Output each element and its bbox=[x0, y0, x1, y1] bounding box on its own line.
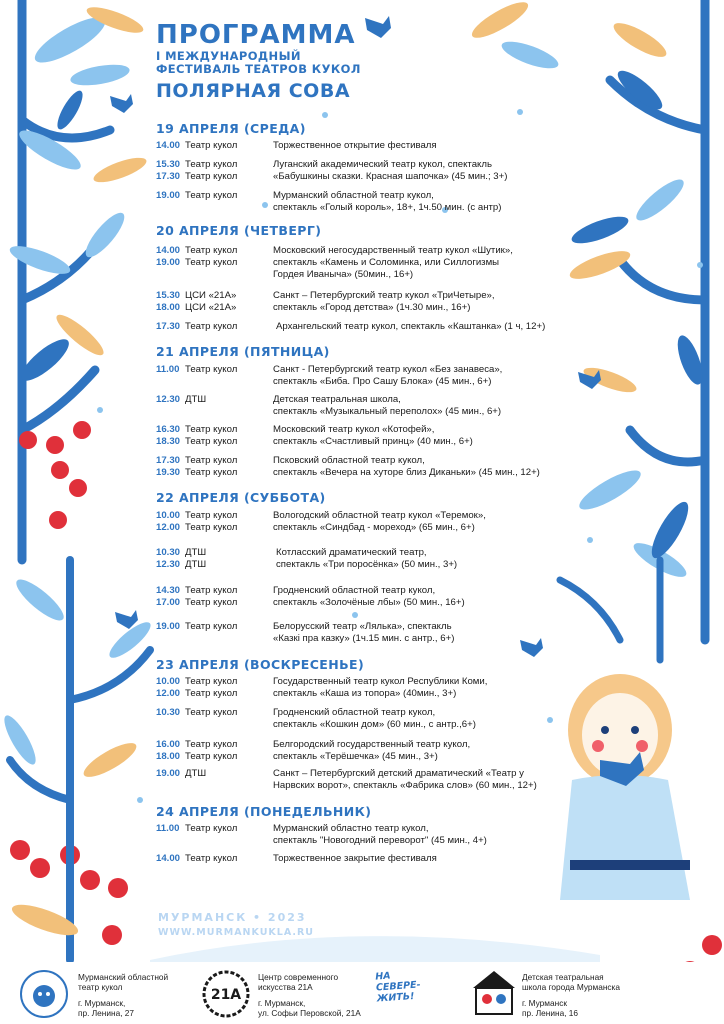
event-description: спектакль «Кошкин дом» (60 мин., с антр.,6+) bbox=[273, 719, 476, 730]
day-heading: 23 АПРЕЛЯ (ВОСКРЕСЕНЬЕ) bbox=[156, 657, 365, 672]
subtitle-line-1: I МЕЖДУНАРОДНЫЙ bbox=[156, 49, 301, 63]
org2-name: искусства 21А bbox=[258, 982, 313, 992]
event-description: спектакль «Вечера на хуторе близ Диканьки» (45 мин., 12+) bbox=[273, 467, 540, 478]
event-description: Московский негосударственный театр кукол «Шутик», bbox=[273, 245, 513, 256]
event-venue: Театр кукол bbox=[185, 424, 238, 435]
event-venue: Театр кукол bbox=[185, 739, 238, 750]
org1-info bbox=[78, 972, 168, 1018]
event-time: 10.00 bbox=[156, 676, 181, 687]
event-description: Котласский драматический театр, bbox=[276, 547, 427, 558]
org3-address: г. Мурманск bbox=[522, 998, 567, 1008]
event-description: Нарвских ворот», спектакль «Фабрика слов» (60 мин., 12+) bbox=[273, 780, 537, 791]
slogan-line: ЖИТЬ! bbox=[376, 990, 415, 1005]
event-description: спектакль «Терёшечка» (45 мин., 3+) bbox=[273, 751, 438, 762]
day-heading: 24 АПРЕЛЯ (ПОНЕДЕЛЬНИК) bbox=[156, 804, 372, 819]
event-venue: Театр кукол bbox=[185, 171, 238, 182]
footer-partners bbox=[0, 962, 724, 1024]
event-time: 12.00 bbox=[156, 688, 181, 699]
event-venue: Театр кукол bbox=[185, 688, 238, 699]
event-description: спектакль «Каша из топора» (40мин., 3+) bbox=[273, 688, 457, 699]
event-time: 18.00 bbox=[156, 751, 181, 762]
schedule-item bbox=[156, 707, 606, 733]
event-time: 14.00 bbox=[156, 853, 181, 864]
event-venue: ДТШ bbox=[185, 768, 207, 779]
org1-address: г. Мурманск, bbox=[78, 998, 126, 1008]
event-description: Санкт – Петербургский театр кукол «ТриЧетырe», bbox=[273, 290, 495, 301]
page-title: ПРОГРАММА bbox=[156, 20, 356, 50]
org3-address: пр. Ленина, 16 bbox=[522, 1008, 579, 1018]
org2-address: ул. Софьи Перовской, 21А bbox=[258, 1008, 361, 1018]
subtitle-line-2: ФЕСТИВАЛЬ ТЕАТРОВ КУКОЛ bbox=[156, 62, 361, 76]
org2-address: г. Мурманск, bbox=[258, 998, 306, 1008]
schedule-item bbox=[156, 290, 606, 316]
event-description: Гродненский областной театр кукол, bbox=[273, 585, 436, 596]
puppet-theatre-logo-icon bbox=[16, 968, 72, 1020]
event-description: Белорусский театр «Лялька», спектакль bbox=[273, 621, 452, 632]
event-venue: Театр кукол bbox=[185, 585, 238, 596]
schedule-item bbox=[156, 768, 606, 794]
event-description: Псковский областной театр кукол, bbox=[273, 455, 425, 466]
event-time: 19.00 bbox=[156, 768, 181, 779]
schedule-item bbox=[156, 140, 606, 154]
event-venue: Театр кукол bbox=[185, 159, 238, 170]
event-description: спектакль «Счастливый принц» (40 мин., 6+) bbox=[273, 436, 473, 447]
city-year: МУРМАНСК • 2023 bbox=[158, 911, 307, 924]
event-time: 19.00 bbox=[156, 190, 181, 201]
event-time: 15.30 bbox=[156, 290, 181, 301]
schedule-item bbox=[156, 621, 606, 647]
event-description: Торжественное закрытие фестиваля bbox=[273, 853, 437, 864]
event-venue: Театр кукол bbox=[185, 522, 238, 533]
slogan-line: НА bbox=[374, 970, 391, 983]
event-time: 10.30 bbox=[156, 547, 181, 558]
event-description: Вологодский областной театр кукол «Теремок», bbox=[273, 510, 486, 521]
event-time: 17.30 bbox=[156, 321, 181, 332]
event-venue: Театр кукол bbox=[185, 510, 238, 521]
event-description: спектакль "Новогодний переворот" (45 мин., 4+) bbox=[273, 835, 487, 846]
event-time: 18.00 bbox=[156, 302, 181, 313]
event-time: 16.30 bbox=[156, 424, 181, 435]
event-venue: Театр кукол bbox=[185, 245, 238, 256]
event-description: Мурманский областно театр кукол, bbox=[273, 823, 429, 834]
poster-title-block bbox=[156, 20, 361, 104]
event-venue: Театр кукол bbox=[185, 823, 238, 834]
event-description: Торжественное открытие фестиваля bbox=[273, 140, 437, 151]
event-venue: Театр кукол bbox=[185, 853, 238, 864]
event-venue: Театр кукол bbox=[185, 455, 238, 466]
event-venue: ЦСИ «21А» bbox=[185, 302, 237, 313]
event-time: 11.00 bbox=[156, 364, 180, 375]
schedule-item bbox=[156, 585, 606, 611]
day-heading: 20 АПРЕЛЯ (ЧЕТВЕРГ) bbox=[156, 223, 322, 238]
event-time: 17.00 bbox=[156, 597, 181, 608]
event-description: Мурманский областной театр кукол, bbox=[273, 190, 434, 201]
event-venue: Театр кукол bbox=[185, 140, 238, 151]
event-description: Санкт – Петербургский детский драматический «Театр у bbox=[273, 768, 524, 779]
event-time: 12.30 bbox=[156, 394, 181, 405]
event-venue: Театр кукол bbox=[185, 364, 238, 375]
event-venue: Театр кукол bbox=[185, 467, 238, 478]
schedule-item bbox=[156, 739, 606, 765]
org3-info bbox=[522, 972, 620, 1018]
event-time: 10.30 bbox=[156, 707, 181, 718]
org2-name: Центр современного bbox=[258, 972, 339, 982]
event-description: спектакль «Музыкальный переполох» (45 мин., 6+) bbox=[273, 406, 502, 417]
event-description: Детская театральная школа, bbox=[273, 394, 401, 405]
event-description: Санкт - Петербургский театр кукол «Без занавеса», bbox=[273, 364, 503, 375]
festival-name: ПОЛЯРНАЯ СОВА bbox=[156, 80, 351, 102]
event-description: спектакль «Три поросёнка» (50 мин., 3+) bbox=[276, 559, 458, 570]
schedule-item bbox=[156, 394, 606, 420]
schedule-item bbox=[156, 853, 606, 867]
org3-name: Детская театральная bbox=[522, 972, 604, 982]
event-venue: Театр кукол bbox=[185, 597, 238, 608]
schedule-item bbox=[156, 510, 606, 536]
event-description: спектакль «Синдбад - мореход» (65 мин., 6+) bbox=[273, 522, 475, 533]
website-link[interactable]: WWW.MURMANKUKLA.RU bbox=[158, 927, 315, 938]
event-venue: ДТШ bbox=[185, 547, 207, 558]
schedule-item bbox=[156, 455, 606, 481]
event-time: 11.00 bbox=[156, 823, 180, 834]
event-venue: Театр кукол bbox=[185, 707, 238, 718]
org1-name: Мурманский областной bbox=[78, 972, 169, 982]
event-venue: Театр кукол bbox=[185, 621, 238, 632]
schedule-item bbox=[156, 823, 606, 849]
event-description: Государственный театр кукол Республики Коми, bbox=[273, 676, 488, 687]
event-description: спектакль «Золочёные лбы» (50 мин., 16+) bbox=[273, 597, 465, 608]
schedule-item bbox=[156, 547, 606, 573]
schedule-item bbox=[156, 321, 606, 335]
slogan-line: СЕВЕРЕ- bbox=[375, 979, 421, 994]
event-description: спектакль «Город детства» (1ч.30 мин., 16+) bbox=[273, 302, 471, 313]
art-centre-logo-text: 21A bbox=[210, 987, 242, 1003]
event-description: Архангельский театр кукол, спектакль «Каштанка» (1 ч, 12+) bbox=[276, 321, 546, 332]
event-time: 10.00 bbox=[156, 510, 181, 521]
event-time: 12.00 bbox=[156, 522, 181, 533]
art-centre-logo-icon bbox=[200, 968, 252, 1020]
city-year-block bbox=[158, 910, 314, 940]
event-time: 19.00 bbox=[156, 257, 181, 268]
event-time: 19.30 bbox=[156, 467, 181, 478]
event-venue: Театр кукол bbox=[185, 436, 238, 447]
day-heading: 21 АПРЕЛЯ (ПЯТНИЦА) bbox=[156, 344, 330, 359]
event-time: 17.30 bbox=[156, 455, 181, 466]
event-venue: ЦСИ «21А» bbox=[185, 290, 237, 301]
org2-info bbox=[258, 972, 361, 1018]
event-time: 16.00 bbox=[156, 739, 181, 750]
event-description: спектакль «Камень и Соломинка, или Силлогизмы bbox=[273, 257, 500, 268]
event-venue: ДТШ bbox=[185, 394, 207, 405]
event-description: спектакль «Голый король», 18+, 1ч.50 мин. (с антр) bbox=[273, 202, 502, 213]
event-venue: Театр кукол bbox=[185, 190, 238, 201]
event-time: 15.30 bbox=[156, 159, 181, 170]
event-time: 14.00 bbox=[156, 245, 181, 256]
org1-address: пр. Ленина, 27 bbox=[78, 1008, 135, 1018]
event-description: «Казкі пра казку» (1ч.15 мин. с антр., 6+) bbox=[273, 633, 455, 644]
event-venue: Театр кукол bbox=[185, 257, 238, 268]
event-time: 14.00 bbox=[156, 140, 181, 151]
event-description: «Бабушкины сказки. Красная шапочка» (45 мин.; 3+) bbox=[273, 171, 508, 182]
event-time: 14.30 bbox=[156, 585, 181, 596]
schedule-item bbox=[156, 190, 606, 216]
day-heading: 19 АПРЕЛЯ (СРЕДА) bbox=[156, 121, 306, 136]
event-time: 19.00 bbox=[156, 621, 181, 632]
schedule-item bbox=[156, 159, 606, 185]
slogan bbox=[375, 968, 422, 1004]
event-time: 18.30 bbox=[156, 436, 181, 447]
event-venue: Театр кукол bbox=[185, 321, 238, 332]
schedule-item bbox=[156, 676, 606, 702]
event-description: Гродненский областной театр кукол, bbox=[273, 707, 436, 718]
event-description: Московский театр кукол «Котофей», bbox=[273, 424, 435, 435]
theatre-school-logo-icon bbox=[470, 968, 518, 1020]
event-venue: Театр кукол bbox=[185, 676, 238, 687]
event-time: 12.30 bbox=[156, 559, 181, 570]
event-description: Гордея Иваныча» (50мин., 16+) bbox=[273, 269, 414, 280]
event-time: 17.30 bbox=[156, 171, 181, 182]
schedule-item bbox=[156, 364, 606, 390]
event-venue: Театр кукол bbox=[185, 751, 238, 762]
event-venue: ДТШ bbox=[185, 559, 207, 570]
schedule-item bbox=[156, 424, 606, 450]
schedule-item bbox=[156, 245, 606, 283]
event-description: спектакль «Биба. Про Сашу Блока» (45 мин., 6+) bbox=[273, 376, 492, 387]
event-description: Белгородский государственный театр кукол, bbox=[273, 739, 471, 750]
day-heading: 22 АПРЕЛЯ (СУББОТА) bbox=[156, 490, 326, 505]
event-description: Луганский академический театр кукол, спектакль bbox=[273, 159, 492, 170]
org1-name: театр кукол bbox=[78, 982, 123, 992]
org3-name: школа города Мурманска bbox=[522, 982, 620, 992]
